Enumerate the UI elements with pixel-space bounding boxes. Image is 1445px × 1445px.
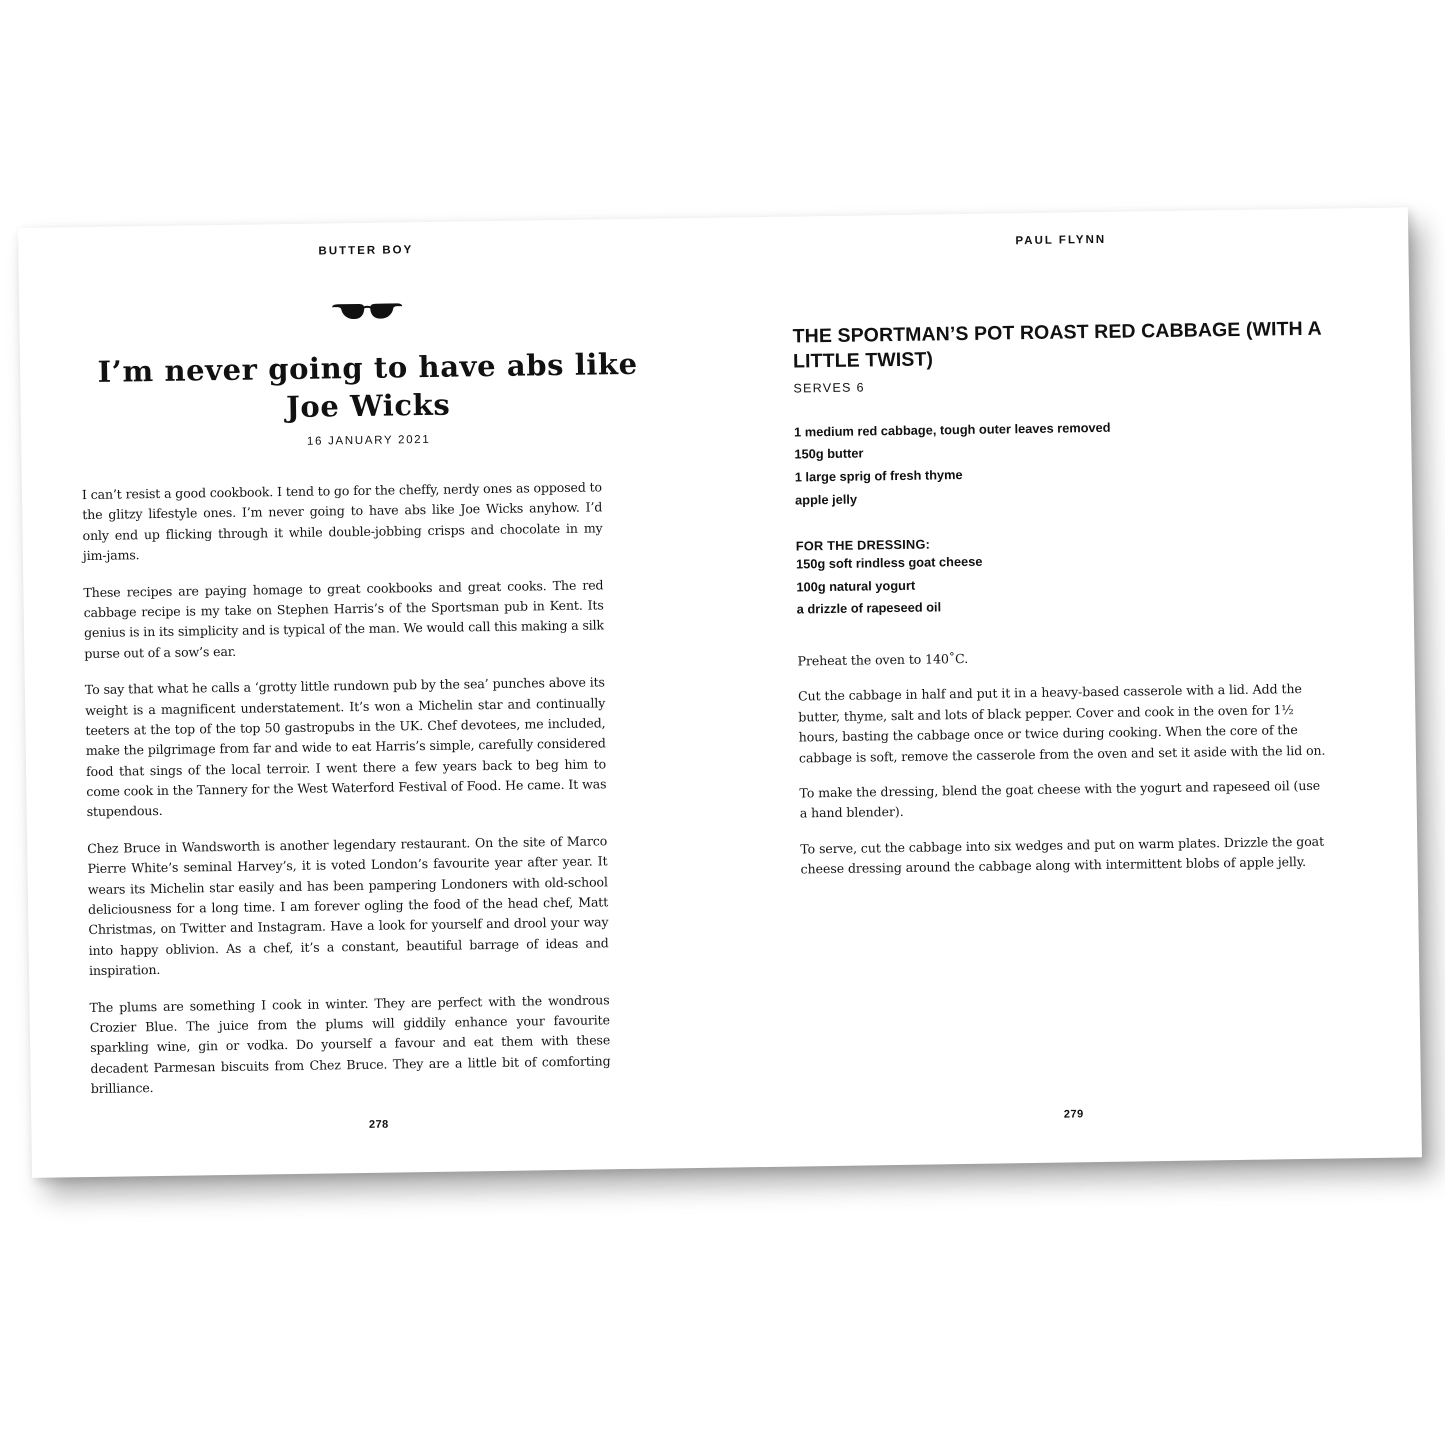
method-step: To serve, cut the cabbage into six wedges and put on warm plates. Drizzle the goat cheese dressing around the cabbage along with intermittent blobs of apple jelly. [800, 833, 1325, 877]
ingredient-item: 100g natural yogurt [796, 577, 916, 595]
ingredient-item: 150g soft rindless goat cheese [795, 553, 983, 572]
body-paragraph: The plums are something I cook in winter. They are perfect with the wondrous Crozier Blue. The juice from the plums will giddily enhance your favourite sparkling wine, gin or vodka. Do yourself a favour and eat them with these decadent Parmesan biscuits from Chez Bruce. They are a little bit of comforting brilliance. [89, 991, 611, 1097]
page-number-left: 278 [368, 1118, 389, 1131]
dressing-heading: FOR THE DRESSING: [795, 536, 931, 554]
method-step: To make the dressing, blend the goat cheese with the yogurt and rapeseed oil (use a hand blender). [799, 777, 1321, 821]
chapter-title: I’m never going to have abs like Joe Wicks [97, 347, 638, 424]
running-head-right: PAUL FLYNN [1015, 233, 1107, 248]
ingredient-item: apple jelly [795, 491, 858, 508]
ingredient-item: 150g butter [794, 445, 864, 462]
ingredient-list [794, 413, 1325, 512]
glasses-icon [19, 296, 714, 335]
left-body-text [82, 477, 611, 1115]
dressing-ingredient-list [796, 545, 1327, 621]
body-paragraph: These recipes are paying homage to great cookbooks and great cooks. The red cabbage recipe is my take on Stephen Harris’s of the Sportsman pub in Kent. Its genius is in its simplicity and is typical of the man. We would call this making a silk purse out of a sow’s ear. [83, 576, 605, 661]
body-paragraph: Chez Bruce in Wandsworth is another legendary restaurant. On the site of Marco Pierre White’s seminal Harvey’s, it is voted London’s favourite year after year. It wears its Michelin star easily and has been pampering Londoners with old-school deliciousness for a long time. I am forever ogling the food of the head chef, Matt Christmas, on Twitter and Instagram. Have a look for yourself and drool your way into happy oblivion. As a chef, it’s a constant, beautiful barrage of ideas and inspiration. [87, 833, 609, 979]
page-right [713, 207, 1422, 1167]
recipe-title: THE SPORTMAN’S POT ROAST RED CABBAGE (WITH A LITTLE TWIST) [792, 317, 1322, 373]
book-spread [18, 207, 1422, 1178]
ingredient-item: 1 large sprig of fresh thyme [794, 467, 963, 485]
recipe-method [797, 644, 1330, 880]
body-paragraph: I can’t resist a good cookbook. I tend to go for the cheffy, nerdy ones as opposed to the glitzy lifestyle ones. I’m never going to have abs like Joe Wicks anyhow. I’d only end up flicking through it while double-jobbing crisps and chocolate in my jim-jams. [81, 479, 603, 564]
recipe-serves: SERVES 6 [793, 380, 865, 396]
chapter-date: 16 JANUARY 2021 [306, 433, 431, 448]
ingredient-item: 1 medium red cabbage, tough outer leaves removed [793, 419, 1111, 440]
recipe-block [793, 317, 1331, 895]
page-number-right: 279 [1063, 1108, 1084, 1121]
method-step: Preheat the oven to 140˚C. [797, 651, 969, 669]
running-head-left: BUTTER BOY [318, 244, 414, 258]
ingredient-item: a drizzle of rapeseed oil [796, 599, 942, 617]
book-spread-wrapper [18, 207, 1422, 1178]
method-step: Cut the cabbage in half and put it in a heavy-based casserole with a lid. Add the butter, thyme, salt and lots of black pepper. Cover and cook in the oven for 1½ hours, basting the cabbage once or twice during cooking. When the core of the cabbage is soft, remove the casserole from the oven and set it aside with the lid on. [797, 681, 1326, 766]
body-paragraph: To say that what he calls a ‘grotty little rundown pub by the sea’ punches above its weight is a magnificent understatement. It’s won a Michelin star and continually teeters at the top of the top 50 gastropubs in the UK. Chef devotees, me included, make the pilgrimage from far and wide to eat Harris’s simple, carefully considered food that sings of the local terroir. I went there a few years back to beg him to come cook in the Tannery for the West Waterford Festival of Food. He came. It was stupendous. [84, 674, 607, 820]
page-left [18, 218, 727, 1178]
